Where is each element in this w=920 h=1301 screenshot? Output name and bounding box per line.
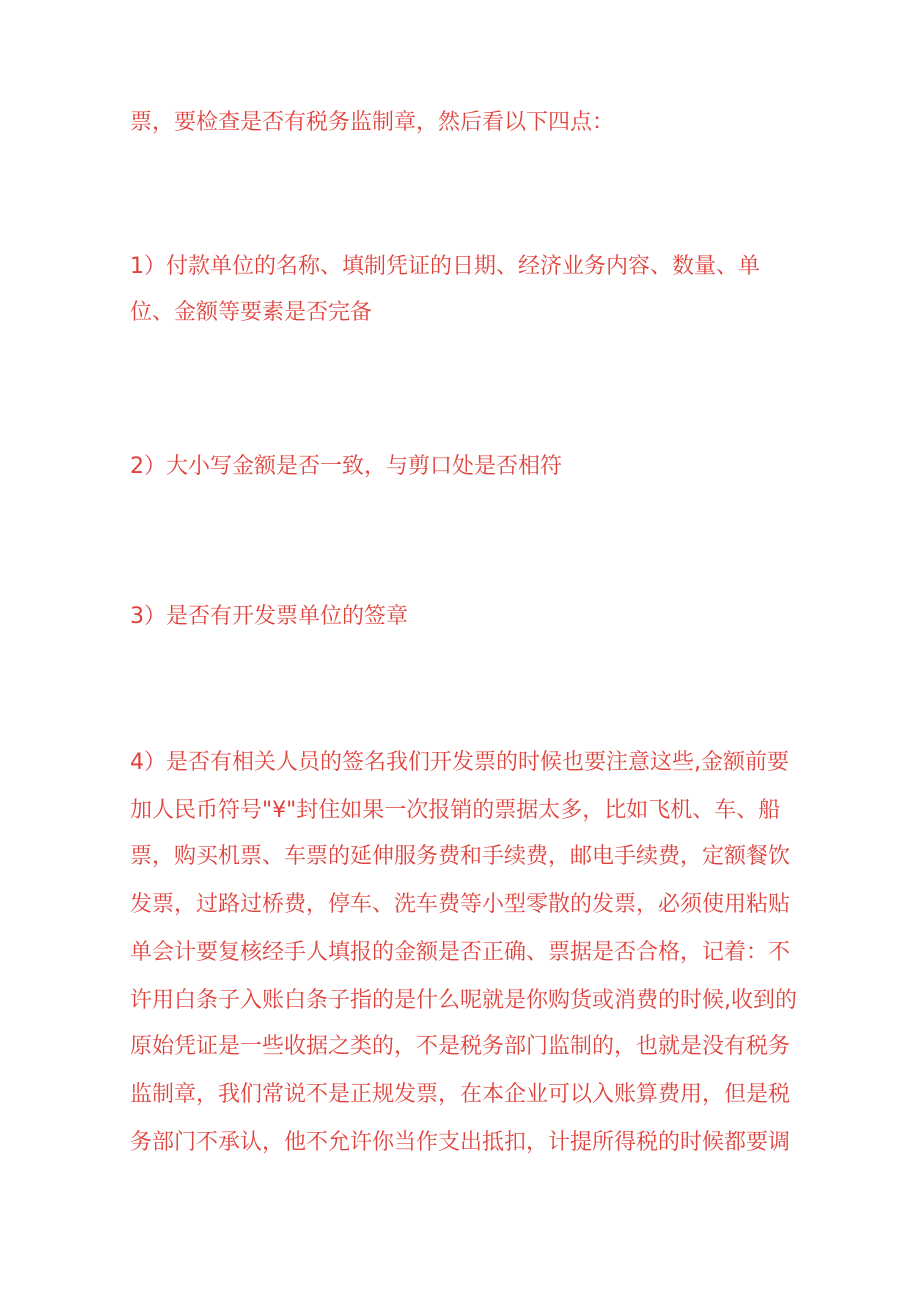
item-4-line-8: 监制章，我们常说不是正规发票，在本企业可以入账算费用，但是税 (130, 1082, 791, 1107)
item-4-line-1: 4）是否有相关人员的签名我们开发票的时候也要注意这些,金额前要 (130, 750, 789, 775)
item-1-line-1: 1）付款单位的名称、填制凭证的日期、经济业务内容、数量、单 (130, 254, 760, 279)
item-3-line-1: 3）是否有开发票单位的签章 (130, 604, 408, 629)
item-4-line-3: 票，购买机票、车票的延伸服务费和手续费，邮电手续费，定额餐饮 (130, 844, 791, 869)
item-4-line-5: 单会计要复核经手人填报的金额是否正确、票据是否合格，记着：不 (130, 940, 791, 965)
item-4-line-7: 原始凭证是一些收据之类的，不是税务部门监制的，也就是没有税务 (130, 1034, 791, 1059)
item-1-line-2: 位、金额等要素是否完备 (130, 300, 373, 325)
item-4-line-2: 加人民币符号"¥"封住如果一次报销的票据太多，比如飞机、车、船 (130, 798, 781, 823)
item-4-line-9: 务部门不承认，他不允许你当作支出抵扣，计提所得税的时候都要调 (130, 1130, 791, 1155)
item-4-line-6: 许用白条子入账白条子指的是什么呢就是你购货或消费的时候,收到的 (130, 988, 797, 1013)
item-4-line-4: 发票，过路过桥费，停车、洗车费等小型零散的发票，必须使用粘贴 (130, 892, 791, 917)
item-2-line-1: 2）大小写金额是否一致，与剪口处是否相符 (130, 454, 562, 479)
intro-line-1: 票，要检查是否有税务监制章，然后看以下四点： (130, 110, 615, 135)
